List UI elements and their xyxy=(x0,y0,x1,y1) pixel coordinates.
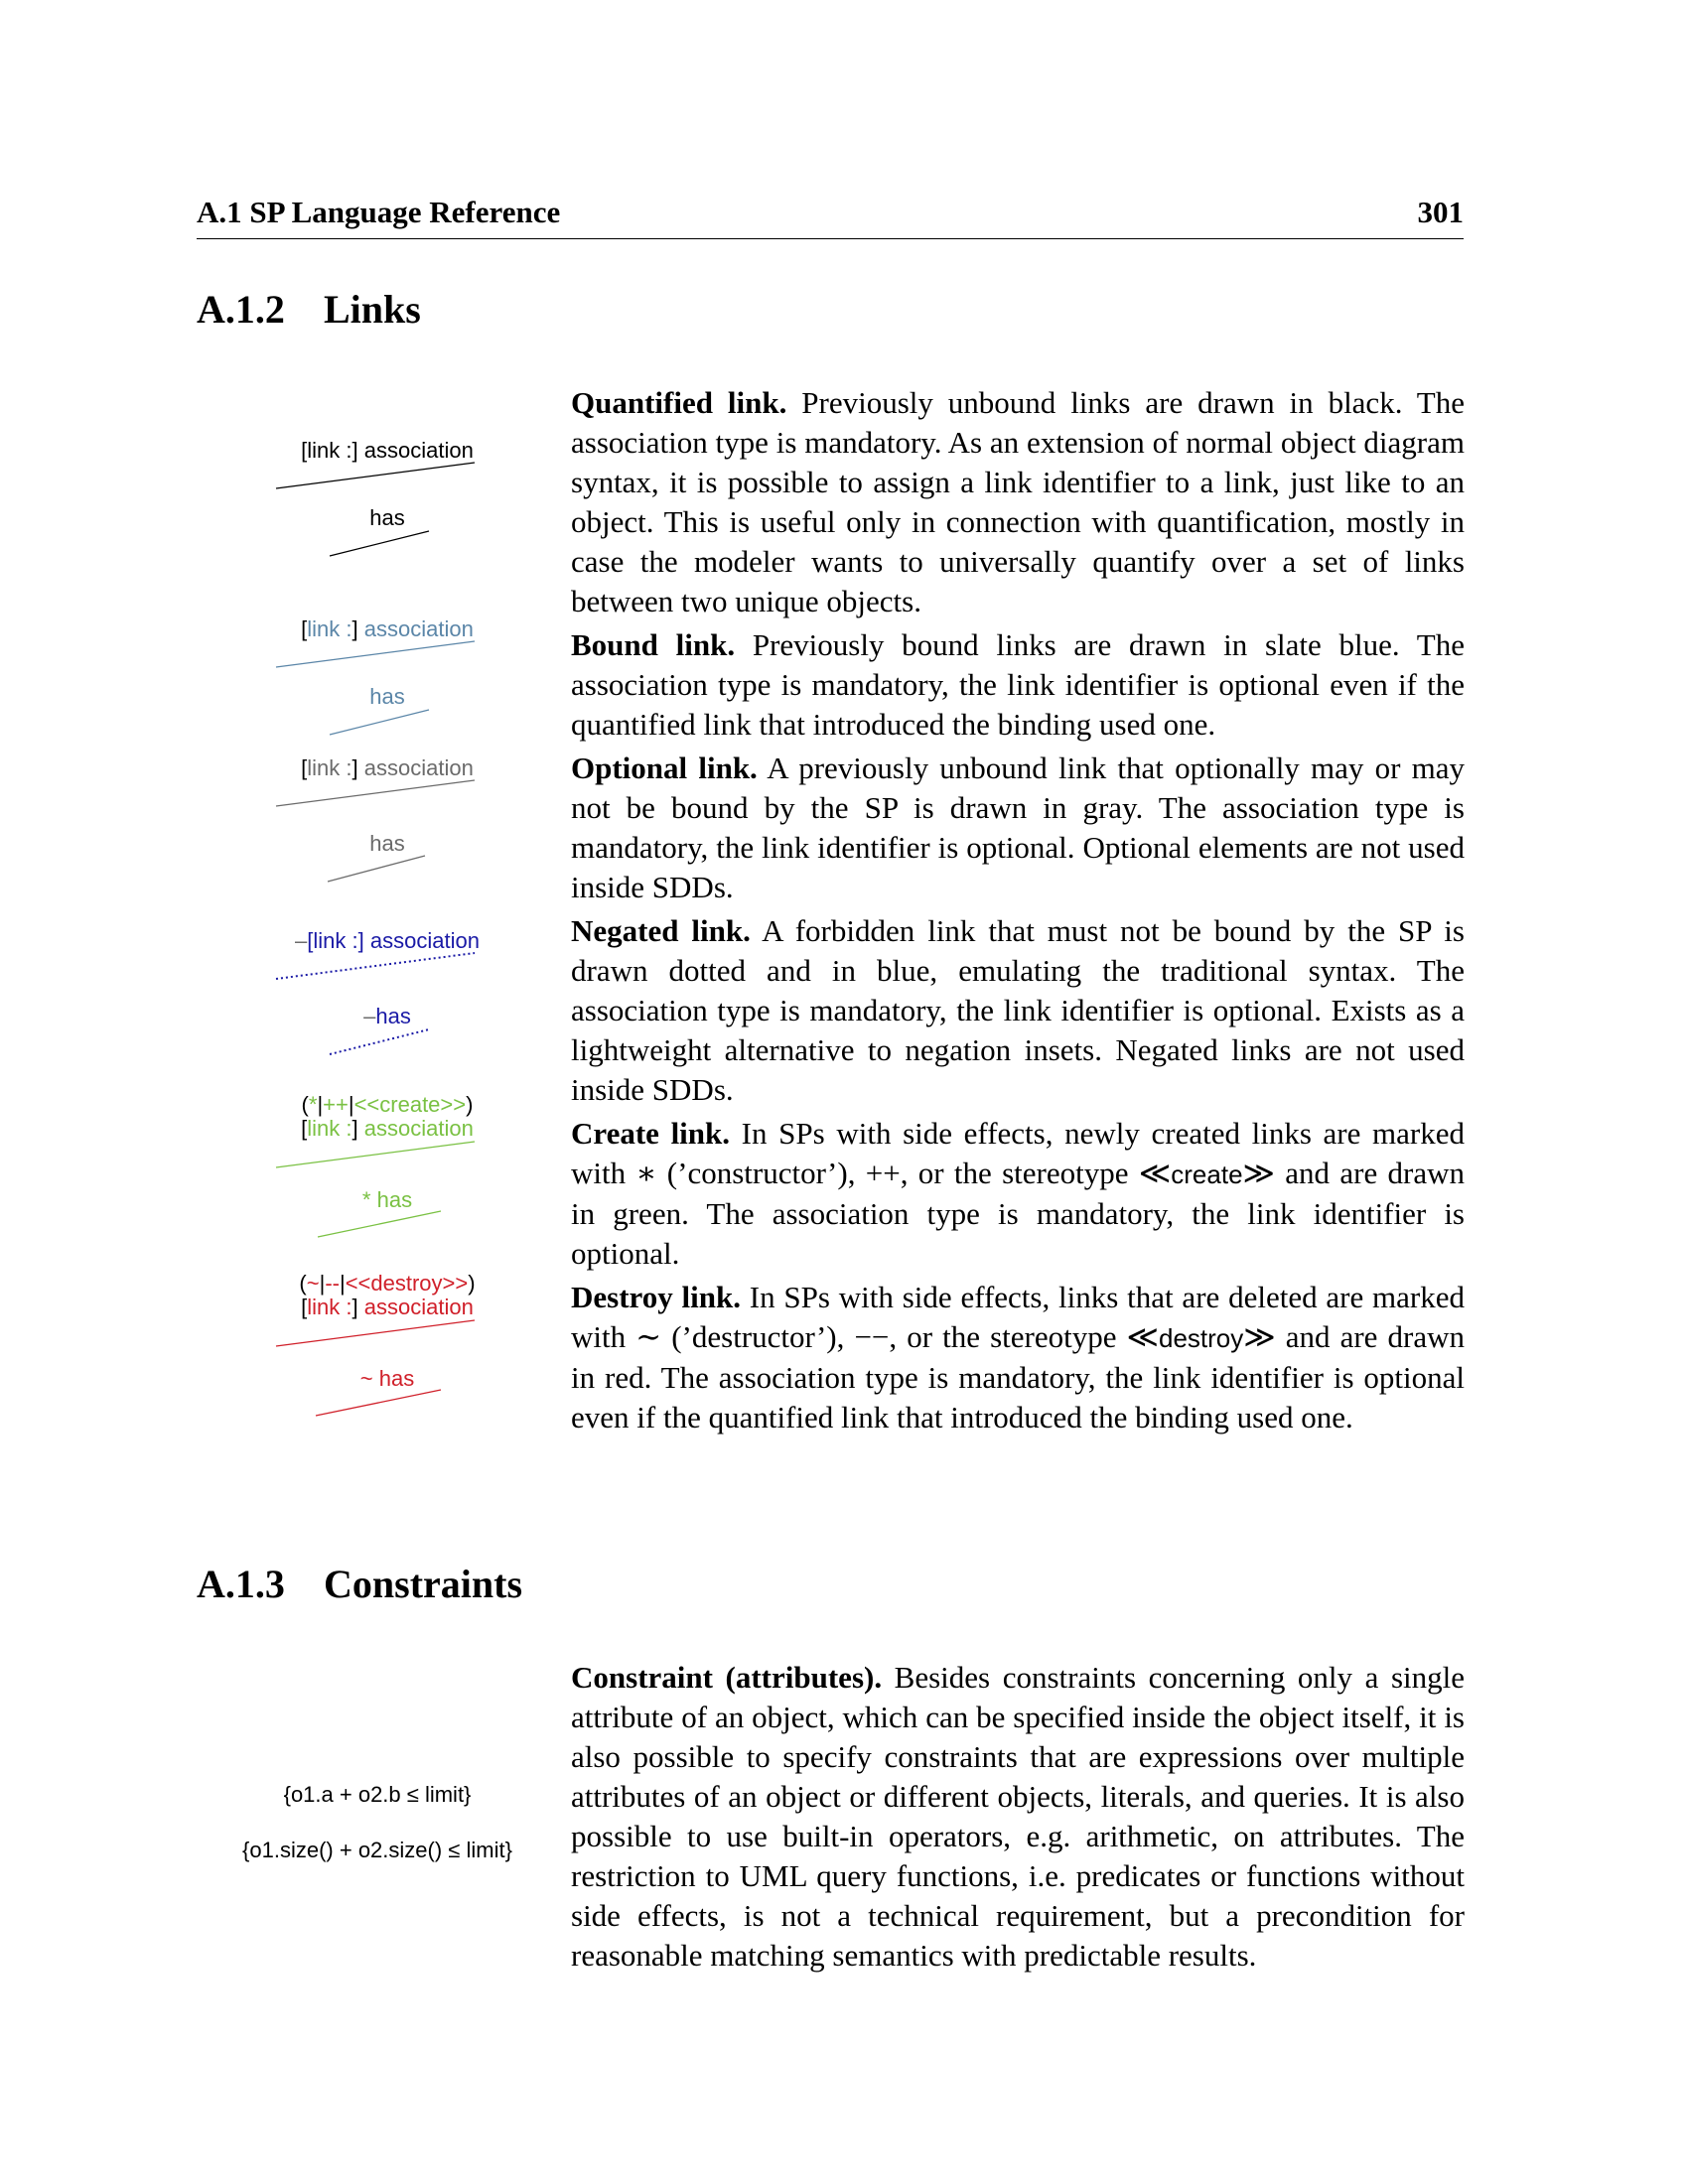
quantified-assoc-label: [link :] association xyxy=(301,438,474,463)
destroy-assoc-line xyxy=(276,1320,475,1346)
constraint-example-2: {o1.size() + o2.size() ≤ limit} xyxy=(242,1838,512,1862)
create-has-line xyxy=(318,1211,441,1237)
negated-has-label: –has xyxy=(363,1004,411,1028)
link-lines xyxy=(258,0,516,1489)
section-number: A.1.2 xyxy=(197,287,285,332)
negated-assoc-line xyxy=(276,953,475,979)
optional-has-label: has xyxy=(369,831,405,856)
create-has-label: * has xyxy=(361,1187,413,1212)
destroy-assoc-label: [link :] association xyxy=(301,1295,474,1319)
constraint-example-1: {o1.a + o2.b ≤ limit} xyxy=(283,1782,472,1807)
bound-has-line xyxy=(330,710,429,735)
constraints-body xyxy=(571,1658,1465,1979)
destroy-marker-label: (~|--|<<destroy>>) xyxy=(299,1271,476,1296)
negated-assoc-label: –[link :] association xyxy=(295,928,480,953)
bound-has-label: has xyxy=(369,684,405,709)
negated-has-line xyxy=(330,1029,429,1054)
paragraph-quantified-link: Quantified link. Previously unbound links are drawn in black. The association type is mandatory. As an extension of normal object diagram syntax, it is possible to assign a link identifier to a link, just like to an object. This is useful only in connection with quantification, mostly in case the modeler wants to universally quantify over a set of links between two unique objects. xyxy=(571,385,1465,618)
bound-assoc-line xyxy=(276,641,475,667)
paragraph-create-link: Create link. In SPs with side effects, newly created links are marked with ∗ (’constructor’), ++, or the stereotype ≪create≫ and are drawn in green. The association type is mandatory, the link identifier is optional. xyxy=(571,1116,1465,1271)
quantified-has-label: has xyxy=(369,505,405,530)
running-head-title: A.1 SP Language Reference xyxy=(197,195,561,229)
paragraph-bound-link: Bound link. Previously bound links are drawn in slate blue. The association type is mandatory, the link identifier is optional even if the quantified link that introduced the binding used one. xyxy=(571,627,1465,742)
section-title: Links xyxy=(324,287,421,332)
optional-assoc-line xyxy=(276,780,475,806)
section-heading-constraints xyxy=(197,1561,522,1607)
section-number: A.1.3 xyxy=(197,1562,285,1606)
section-title: Constraints xyxy=(324,1562,523,1606)
destroy-has-line xyxy=(316,1390,441,1416)
optional-has-line xyxy=(328,856,425,882)
quantified-has-line xyxy=(330,531,429,556)
paragraph-optional-link: Optional link. A previously unbound link that optionally may or may not be bound by the SP is drawn in gray. The association type is mandatory, the link identifier is optional. Optional elements are not used inside SDDs. xyxy=(571,751,1465,904)
quantified-assoc-line xyxy=(276,463,475,488)
optional-assoc-label: [link :] association xyxy=(301,755,474,780)
destroy-has-label: ~ has xyxy=(359,1366,415,1391)
create-assoc-line xyxy=(276,1142,475,1167)
create-assoc-label: [link :] association xyxy=(301,1116,474,1141)
create-marker-label: (*|++|<<create>>) xyxy=(301,1092,474,1117)
paragraph-constraint-attributes: Constraint (attributes). Besides constraints concerning only a single attribute of an object, which can be specified inside the object itself, it is also possible to specify constraints that are expressions over multiple attributes of an object or different objects, literals, and queries. It is also possible to use built-in operators, e.g. arithmetic, on attributes. The restriction to UML query functions, i.e. predicates or functions without side effects, is not a technical requirement, but a precondition for reasonable matching semantics with predictable results. xyxy=(571,1660,1465,1973)
links-body xyxy=(571,383,1465,1441)
bound-assoc-label: [link :] association xyxy=(301,616,474,641)
paragraph-destroy-link: Destroy link. In SPs with side effects, links that are deleted are marked with ∼ (’destructor’), −−, or the stereotype ≪destroy≫ and are drawn in red. The association type is mandatory, the link identifier is optional even if the quantified link that introduced the binding used one. xyxy=(571,1280,1465,1434)
paragraph-negated-link: Negated link. A forbidden link that must not be bound by the SP is drawn dotted and in blue, emulating the traditional syntax. The association type is mandatory, the link identifier is optional. Exists as a lightweight alternative to negation insets. Negated links are not used inside SDDs. xyxy=(571,913,1465,1107)
page-number: 301 xyxy=(1417,195,1464,229)
